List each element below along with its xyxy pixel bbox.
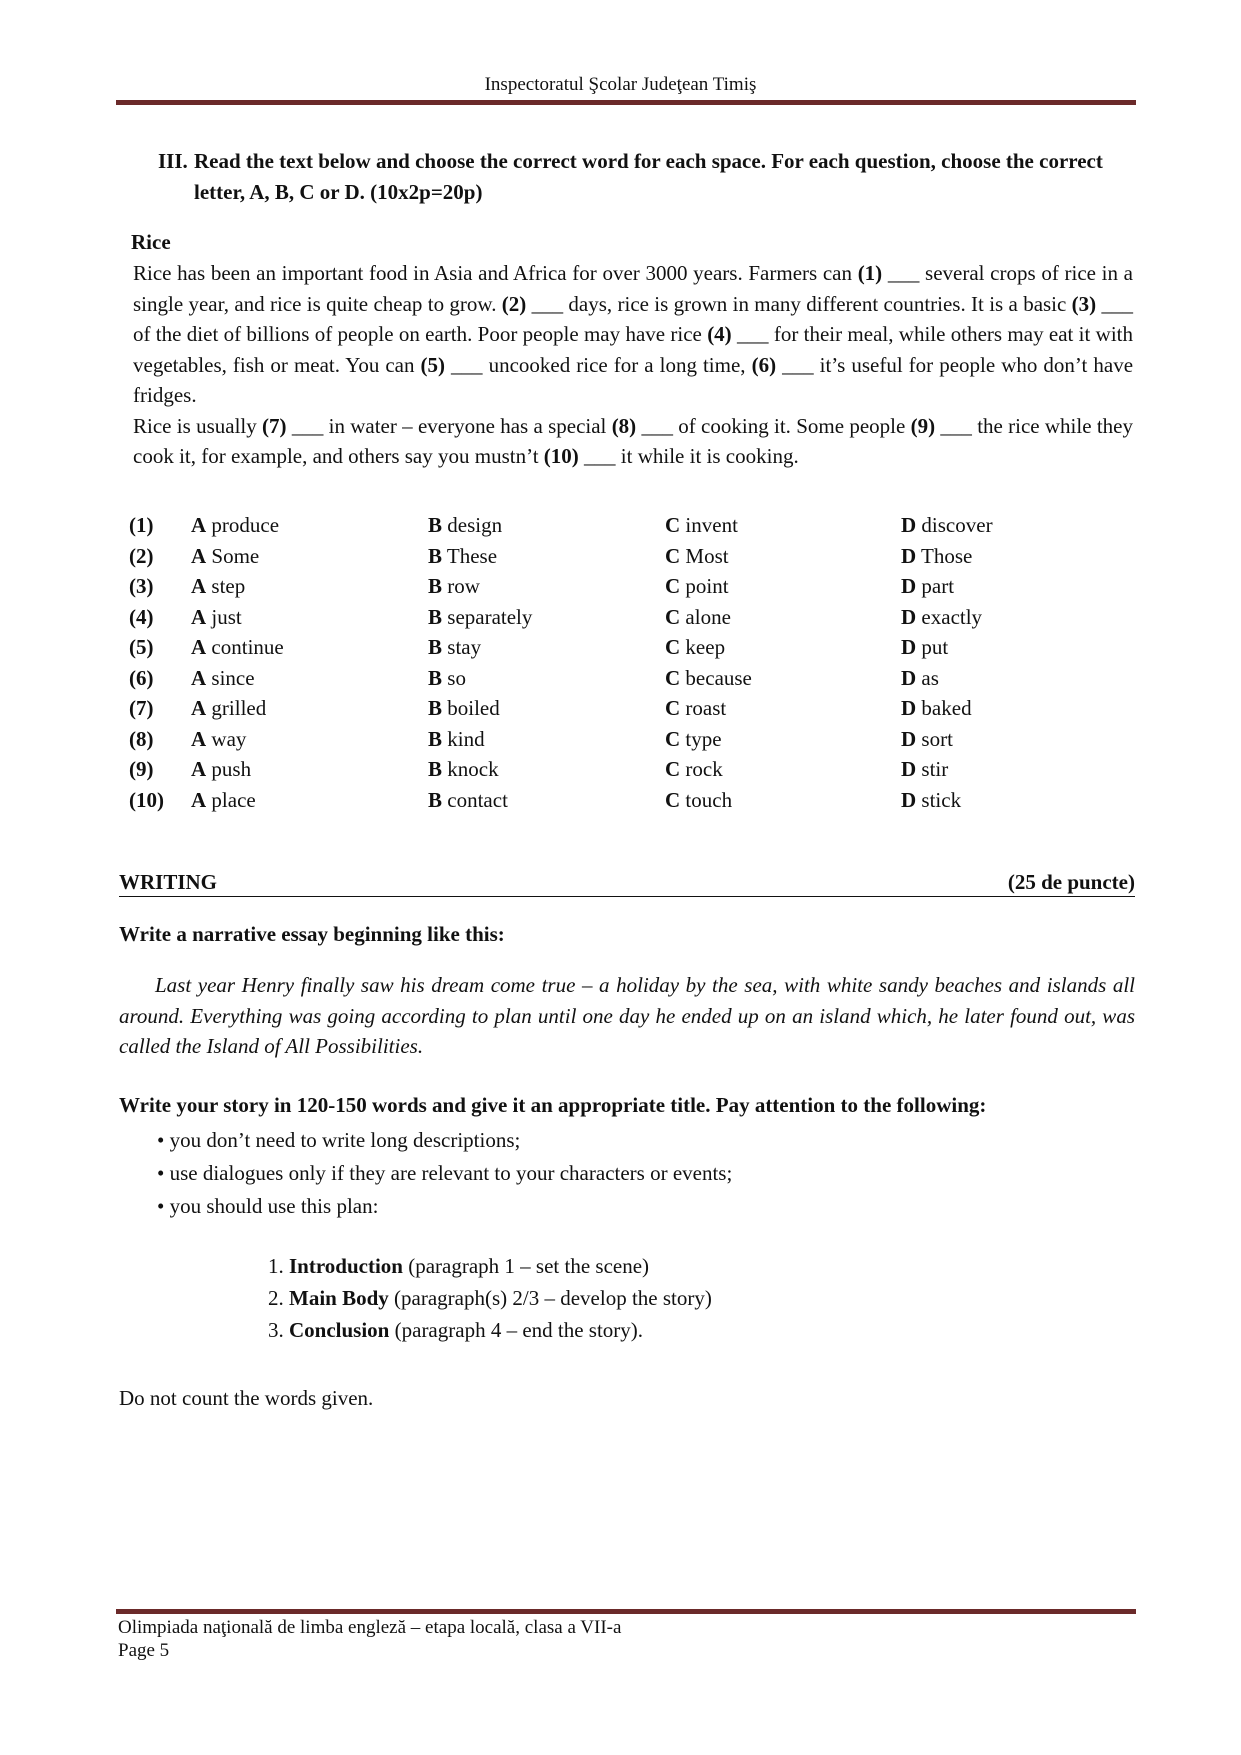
option-c bbox=[665, 544, 729, 569]
writing-points: (25 de puncte) bbox=[1007, 870, 1135, 894]
option-word: so bbox=[447, 665, 466, 690]
passage-text: ___ of the diet of billions of people on earth. Poor people may have rice bbox=[133, 291, 1133, 346]
gap-number: (8) bbox=[611, 413, 637, 438]
passage-title: Rice bbox=[131, 230, 171, 254]
option-c bbox=[665, 513, 738, 538]
option-letter: C bbox=[665, 696, 681, 720]
option-letter: B bbox=[428, 574, 443, 598]
option-word: invent bbox=[685, 513, 738, 537]
task-number: III. bbox=[158, 149, 188, 173]
option-b bbox=[428, 757, 499, 782]
essay-plan bbox=[268, 1250, 712, 1346]
option-letter: A bbox=[191, 757, 207, 781]
option-word: kind bbox=[447, 726, 485, 751]
passage-text: ___ of cooking it. Some people bbox=[636, 413, 911, 438]
option-letter: C bbox=[665, 757, 681, 781]
option-word: These bbox=[446, 543, 498, 568]
option-letter: A bbox=[191, 604, 207, 629]
option-d bbox=[901, 757, 948, 782]
option-word: since bbox=[211, 665, 255, 690]
option-letter: C bbox=[665, 665, 681, 690]
option-letter: A bbox=[191, 726, 207, 751]
passage-text: ___ it while it is cooking. bbox=[578, 444, 799, 468]
gap-number: (5) bbox=[420, 352, 446, 377]
gap-number: (1) bbox=[857, 261, 883, 285]
option-letter: A bbox=[191, 635, 207, 659]
option-letter: B bbox=[428, 604, 443, 629]
question-number: (5) bbox=[129, 635, 154, 659]
option-row bbox=[129, 788, 1139, 819]
option-word: Those bbox=[921, 543, 973, 568]
writing-instruction: Write a narrative essay beginning like this: bbox=[119, 922, 505, 946]
option-d bbox=[901, 513, 993, 538]
option-letter: B bbox=[428, 543, 443, 568]
option-b bbox=[428, 666, 466, 691]
plan-number: 1. bbox=[268, 1254, 289, 1278]
option-word: touch bbox=[685, 787, 733, 812]
question-number: (9) bbox=[129, 757, 154, 781]
option-row bbox=[129, 635, 1139, 666]
option-word: row bbox=[447, 574, 480, 598]
option-a bbox=[191, 513, 279, 538]
plan-description: (paragraph(s) 2/3 – develop the story) bbox=[388, 1286, 712, 1310]
option-letter: C bbox=[665, 787, 681, 812]
option-row bbox=[129, 574, 1139, 605]
option-row bbox=[129, 513, 1139, 544]
option-d bbox=[901, 696, 972, 721]
option-word: roast bbox=[685, 696, 727, 720]
header-divider bbox=[116, 100, 1136, 105]
option-word: alone bbox=[685, 604, 731, 629]
task-text: Read the text below and choose the correct word for each space. For each question, choose the correct letter, A, B, C or D. (10x2p=20p) bbox=[194, 149, 1103, 204]
option-letter: C bbox=[665, 513, 681, 537]
option-a bbox=[191, 605, 242, 630]
option-word: step bbox=[211, 574, 246, 598]
option-word: grilled bbox=[211, 696, 267, 720]
option-word: stir bbox=[921, 757, 949, 781]
plan-item bbox=[268, 1250, 712, 1282]
plan-label: Conclusion bbox=[289, 1318, 390, 1342]
footer-title: Olimpiada naţională de limba engleză – etapa locală, clasa a VII-a bbox=[118, 1617, 622, 1638]
option-word: Some bbox=[211, 543, 260, 568]
option-a bbox=[191, 696, 266, 721]
option-word: produce bbox=[211, 513, 280, 537]
option-c bbox=[665, 788, 732, 813]
option-letter: D bbox=[901, 513, 917, 537]
option-letter: D bbox=[901, 543, 917, 568]
option-word: just bbox=[211, 604, 242, 629]
option-letter: C bbox=[665, 635, 681, 659]
plan-number: 3. bbox=[268, 1318, 289, 1342]
passage-paragraph bbox=[133, 258, 1133, 411]
option-word: stay bbox=[447, 635, 482, 659]
option-word: type bbox=[685, 726, 722, 751]
option-b bbox=[428, 696, 500, 721]
option-word: because bbox=[685, 665, 752, 690]
option-word: point bbox=[685, 574, 729, 598]
option-letter: A bbox=[191, 665, 207, 690]
option-b bbox=[428, 544, 497, 569]
writing-task: Write your story in 120-150 words and give it an appropriate title. Pay attention to the following: bbox=[119, 1093, 987, 1117]
option-word: rock bbox=[685, 757, 723, 781]
question-number: (2) bbox=[129, 543, 154, 568]
option-row bbox=[129, 605, 1139, 636]
option-d bbox=[901, 727, 953, 752]
gap-number: (7) bbox=[262, 413, 287, 438]
question-number: (3) bbox=[129, 574, 154, 598]
option-word: Most bbox=[685, 543, 729, 568]
option-a bbox=[191, 635, 284, 660]
option-word: push bbox=[211, 757, 252, 781]
option-letter: D bbox=[901, 665, 917, 690]
option-c bbox=[665, 666, 752, 691]
option-d bbox=[901, 788, 961, 813]
option-row bbox=[129, 666, 1139, 697]
option-c bbox=[665, 605, 731, 630]
option-d bbox=[901, 605, 982, 630]
writing-section-header bbox=[119, 870, 1135, 897]
option-letter: D bbox=[901, 635, 917, 659]
option-letter: A bbox=[191, 574, 207, 598]
option-letter: D bbox=[901, 696, 917, 720]
passage-text: ___ for their meal, while others may eat it with vegetables, fish or meat. You can bbox=[133, 322, 1133, 377]
option-b bbox=[428, 513, 502, 538]
option-a bbox=[191, 666, 255, 691]
gap-number: (6) bbox=[751, 352, 777, 377]
option-word: as bbox=[921, 665, 939, 690]
option-letter: C bbox=[665, 543, 681, 568]
question-number: (6) bbox=[129, 665, 154, 690]
option-row bbox=[129, 696, 1139, 727]
option-a bbox=[191, 544, 259, 569]
page-footer bbox=[118, 1616, 621, 1662]
option-row bbox=[129, 757, 1139, 788]
option-a bbox=[191, 574, 245, 599]
option-letter: D bbox=[901, 574, 917, 598]
passage-text: ___ the rice while they cook it, for example, and others say you mustn’t bbox=[133, 413, 1133, 468]
word-count-note: Do not count the words given. bbox=[119, 1386, 374, 1410]
option-letter: D bbox=[901, 604, 917, 629]
plan-number: 2. bbox=[268, 1286, 289, 1310]
option-d bbox=[901, 544, 972, 569]
passage-text: ___ uncooked rice for a long time, bbox=[445, 352, 752, 377]
bullet-item: • you should use this plan: bbox=[157, 1194, 379, 1218]
option-c bbox=[665, 696, 726, 721]
option-word: exactly bbox=[921, 604, 983, 629]
option-letter: B bbox=[428, 696, 443, 720]
option-d bbox=[901, 574, 954, 599]
passage-text: Rice has been an important food in Asia and Africa for over 3000 years. Farmers can bbox=[133, 261, 858, 285]
option-d bbox=[901, 666, 939, 691]
option-b bbox=[428, 635, 481, 660]
writing-heading: WRITING bbox=[119, 870, 218, 894]
bullet-item: • use dialogues only if they are relevant to your characters or events; bbox=[157, 1161, 733, 1185]
option-letter: D bbox=[901, 757, 917, 781]
footer-divider bbox=[116, 1609, 1136, 1614]
option-letter: B bbox=[428, 726, 443, 751]
option-c bbox=[665, 574, 729, 599]
option-letter: B bbox=[428, 665, 443, 690]
question-number: (1) bbox=[129, 513, 154, 537]
writing-bullets bbox=[157, 1124, 732, 1223]
option-word: continue bbox=[211, 635, 284, 659]
option-letter: A bbox=[191, 696, 207, 720]
option-letter: C bbox=[665, 726, 681, 751]
option-letter: A bbox=[191, 787, 207, 812]
option-word: keep bbox=[685, 635, 726, 659]
passage-text: ___ it’s useful for people who don’t have fridges. bbox=[133, 352, 1134, 407]
plan-label: Main Body bbox=[289, 1286, 389, 1310]
options-table bbox=[129, 513, 1139, 818]
option-word: way bbox=[211, 726, 247, 751]
essay-prompt: Last year Henry finally saw his dream come true – a holiday by the sea, with white sandy beaches and islands all around. Everything was going according to plan until one day he ended up on an island which, he later found out, was called the Island of All Possibilities. bbox=[119, 973, 1135, 1058]
option-c bbox=[665, 757, 723, 782]
option-d bbox=[901, 635, 948, 660]
option-word: baked bbox=[921, 696, 972, 720]
option-a bbox=[191, 727, 246, 752]
option-row bbox=[129, 727, 1139, 758]
passage-text: Rice is usually bbox=[133, 413, 263, 438]
option-c bbox=[665, 727, 722, 752]
passage-body bbox=[133, 258, 1133, 472]
passage-text: ___ several crops of rice in a single year, and rice is quite cheap to grow. bbox=[133, 261, 1133, 316]
option-letter: B bbox=[428, 513, 443, 537]
option-word: sort bbox=[921, 726, 953, 751]
option-word: contact bbox=[447, 787, 508, 812]
option-a bbox=[191, 757, 251, 782]
option-b bbox=[428, 605, 532, 630]
option-letter: C bbox=[665, 604, 681, 629]
option-letter: D bbox=[901, 787, 917, 812]
option-word: put bbox=[921, 635, 949, 659]
option-word: stick bbox=[921, 787, 962, 812]
option-letter: B bbox=[428, 635, 443, 659]
option-letter: A bbox=[191, 543, 207, 568]
option-c bbox=[665, 635, 725, 660]
gap-number: (3) bbox=[1071, 291, 1097, 316]
option-letter: D bbox=[901, 726, 917, 751]
option-b bbox=[428, 727, 485, 752]
gap-number: (9) bbox=[910, 413, 936, 438]
option-row bbox=[129, 544, 1139, 575]
page-header: Inspectoratul Şcolar Judeţean Timiş bbox=[484, 74, 757, 95]
option-word: place bbox=[211, 787, 256, 812]
option-word: knock bbox=[447, 757, 499, 781]
passage-text: ___ days, rice is grown in many different countries. It is a basic bbox=[526, 291, 1072, 316]
question-number: (10) bbox=[129, 787, 164, 812]
passage-paragraph bbox=[133, 411, 1133, 472]
question-number: (7) bbox=[129, 696, 154, 720]
bullet-item: • you don’t need to write long descriptions; bbox=[157, 1128, 521, 1152]
question-number: (4) bbox=[129, 604, 154, 629]
task-instruction bbox=[158, 146, 1138, 208]
plan-description: (paragraph 4 – end the story). bbox=[389, 1318, 644, 1342]
option-b bbox=[428, 574, 480, 599]
option-letter: B bbox=[428, 787, 443, 812]
option-word: boiled bbox=[447, 696, 500, 720]
option-word: separately bbox=[447, 604, 533, 629]
plan-item bbox=[268, 1314, 712, 1346]
page-number: Page 5 bbox=[118, 1640, 170, 1661]
option-word: design bbox=[447, 513, 503, 537]
gap-number: (10) bbox=[543, 444, 579, 468]
passage-text: ___ in water – everyone has a special bbox=[286, 413, 612, 438]
plan-description: (paragraph 1 – set the scene) bbox=[402, 1254, 650, 1278]
option-word: part bbox=[921, 574, 955, 598]
option-letter: B bbox=[428, 757, 443, 781]
gap-number: (4) bbox=[707, 322, 732, 346]
gap-number: (2) bbox=[501, 291, 527, 316]
option-b bbox=[428, 788, 508, 813]
option-a bbox=[191, 788, 256, 813]
option-letter: A bbox=[191, 513, 207, 537]
plan-label: Introduction bbox=[289, 1254, 403, 1278]
option-word: discover bbox=[921, 513, 993, 537]
plan-item bbox=[268, 1282, 712, 1314]
question-number: (8) bbox=[129, 726, 154, 751]
option-letter: C bbox=[665, 574, 681, 598]
